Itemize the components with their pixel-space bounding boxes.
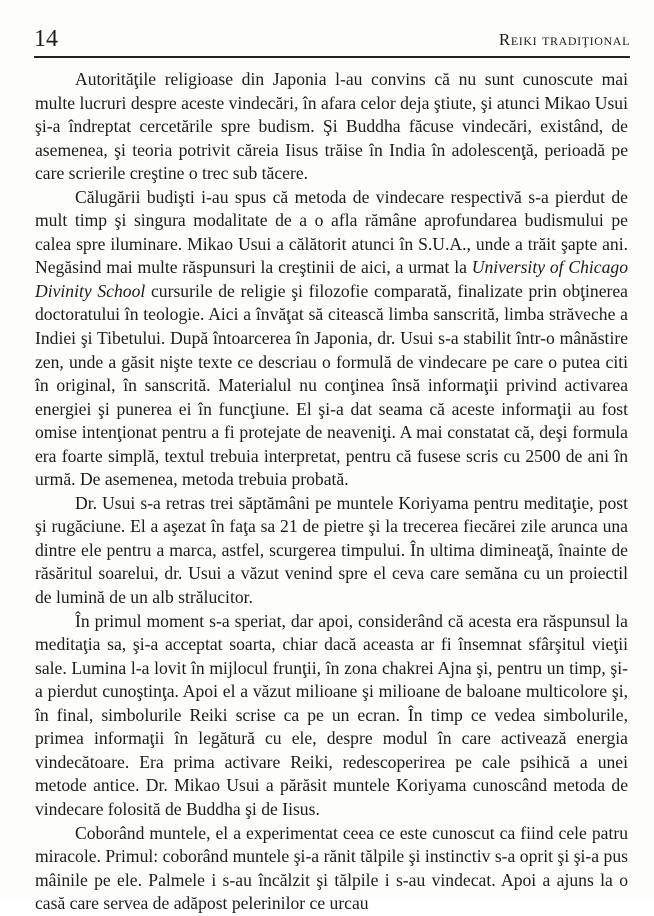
- page-header: [34, 22, 630, 58]
- paragraph: Coborând muntele, el a experimentat ceea ce este cunoscut ca fiind cele patru miracole. Primul: coborând muntele şi-a rănit tălpile şi instinctiv s-a oprit şi şi-a pus mâinile pe ele. Palmele i s-au încălzit şi tălpile i s-au vindecat. Apoi a ajuns la o casă care servea de adăpost pelerinilor ce urcau: [35, 822, 628, 914]
- paragraph: [35, 186, 628, 492]
- paragraph: Dr. Usui s-a retras trei săptămâni pe muntele Koriyama pentru meditaţie, post şi rugăciune. El a aşezat în faţa sa 21 de pietre şi la trecerea fiecărei zile arunca una dintre ele pentru a marca, astfel, scurgerea timpului. În ultima dimineaţă, înainte de răsăritul soarelui, dr. Usui a văzut venind spre el ceva care semăna cu un proiectil de lumină de un alb strălucitor.: [35, 492, 628, 608]
- paragraph: Autorităţile religioase din Japonia l-au convins că nu sunt cunoscute mai multe lucruri despre aceste vindecări, în afara celor deja ştiute, şi atunci Mikao Usui şi-a îndreptat cercetările spre budism. Şi Buddha făcuse vindecări, existând, de asemenea, şi teoria potrivit căreia Iisus trăise în India în adolescenţă, perioadă pe care scrierile creştine o trec sub tăcere.: [35, 69, 628, 184]
- running-title: Reiki tradiţional: [498, 30, 630, 49]
- paragraph: În primul moment s-a speriat, dar apoi, considerând că acesta era răspunsul la meditaţia sa, şi-a acceptat soarta, chiar dacă aceasta ar fi însemnat sfârşitul vieţii sale. Lumina l-a lovit în mijlocul frunţii, în zona chakrei Ajna şi, pentru un timp, şi-a pierdut cunoştinţa. Apoi el a văzut milioane şi milioane de baloane multicolore şi, în final, simbolurile Reiki scrise ca pe un ecran. În timp ce vedea simbolurile, primea informaţii în legătură cu ele, despre modul în care activează energia vindecătoare. Era prima activare Reiki, redescoperirea pe cale psihică a unei metode antice. Dr. Mikao Usui a părăsit muntele Koriyama cunoscând metoda de vindecare folosită de Buddha şi de Iisus.: [35, 610, 628, 819]
- paragraph-text: Călugării budişti i-au spus că metoda de vindecare respectivă s-a pierdut de mult timp şi singura modalitate de a o afla rămâne aprofundarea budismului pe calea spre iluminare. Mikao Usui a călătorit atunci în S.U.A., unde a trăit şapte ani. Negăsind mai multe răspunsuri la creştinii de aici, a urmat la: [35, 186, 628, 278]
- body-text: [35, 68, 628, 916]
- italic-institution-name: University of Chicago Divinity School: [35, 257, 629, 301]
- page-number: 14: [34, 26, 58, 52]
- paragraph-text: cursurile de religie şi filozofie comparată, finalizate prin obţinerea doctoratului în teologie. Aici a învăţat să citească limba sanscrită, limba străveche a Indiei şi Tibetului. După întoarcerea în Japonia, dr. Usui s-a stabilit într-o mânăstire zen, unde a găsit nişte texte ce descriau o formulă de vindecare pe care o putea citi în original, în sanscrită. Materialul nu conţinea însă informaţii privind activarea energiei şi punerea ei în funcţiune. El şi-a dat seama că aceste informaţii au fost omise intenţionat pentru a fi protejate de neaveniţi. A mai constatat că, deşi formula era foarte simplă, textul trebuia interpretat, pentru că fusese scris cu 2500 de ani în urmă. De asemenea, metoda trebuia probată.: [35, 280, 628, 490]
